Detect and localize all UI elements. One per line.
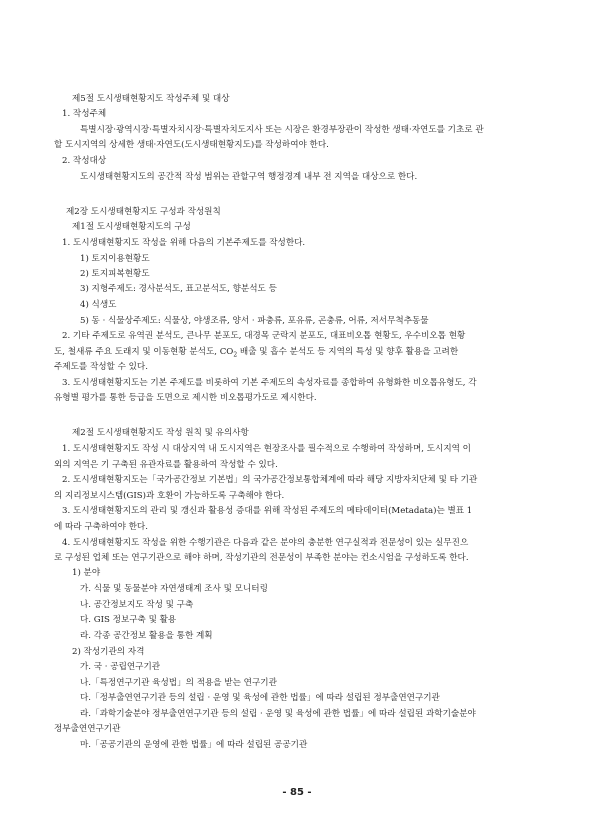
list-item: 라.「과학기술분야 정부출연연구기관 등의 설립 · 운영 및 육성에 관한 법률」에 따라 설립된 과학기술분야	[80, 709, 476, 719]
list-item: 라. 각종 공간정보 활용을 통한 계획	[80, 631, 213, 641]
paragraph-line: 2. 도시생태현황지도는「국가공간정보 기본법」의 국가공간정보통합체계에 따라 해당 지방자치단체 및 타 기관	[62, 475, 478, 485]
list-item: 나.「특정연구기관 육성법」의 적용을 받는 연구기관	[80, 678, 277, 688]
list-item: 다.「정부출연연구기관 등의 설립 · 운영 및 육성에 관한 법률」에 따라 설립된 정부출연연구기관	[80, 693, 440, 703]
section-title: 제2절 도시생태현황지도 작성 원칙 및 유의사항	[72, 428, 249, 438]
item-heading: 2. 작성대상	[62, 156, 107, 166]
list-item: 가. 국 · 공립연구기관	[80, 662, 161, 672]
paragraph-line: 3. 도시생태현황지도는 기본 주제도를 비롯하여 기본 주제도의 속성자료를 종합하여 유형화한 비오톱유형도, 각	[62, 378, 477, 388]
section-title: 제1절 도시생태현황지도의 구성	[72, 222, 191, 232]
sub-item: 2) 작성기관의 자격	[72, 647, 145, 657]
paragraph-line: 4. 도시생태현황지도 작성을 위한 수행기관은 다음과 같은 분야의 충분한 연구실적과 전문성이 있는 실무진으	[62, 538, 469, 548]
chapter-title: 제2장 도시생태현황지도 구성과 작성원칙	[66, 207, 221, 217]
page-number: - 85 -	[282, 787, 312, 798]
sub-item: 1) 토지이용현황도	[80, 254, 150, 264]
sub-item: 3) 지형주제도: 경사분석도, 표고분석도, 향분석도 등	[80, 284, 277, 294]
paragraph-line: 할 도시지역의 상세한 생태·자연도(도시생태현황지도)를 작성하여야 한다.	[54, 140, 329, 150]
item-heading: 1. 작성주체	[62, 109, 107, 119]
paragraph-line: 3. 도시생태현황지도의 관리 및 갱신과 활용성 증대를 위해 작성된 주제도의 메타데이터(Metadata)는 별표 1	[62, 506, 473, 516]
sub-item: 5) 동 · 식물상주제도: 식물상, 야생조류, 양서 · 파충류, 포유류, 곤충류, 어류, 저서무척추동물	[80, 316, 429, 326]
paragraph-line: 의 지리정보시스템(GIS)과 호환이 가능하도록 구축해야 한다.	[54, 491, 285, 501]
paragraph-line: 특별시장·광역시장·특별자치시장·특별자치도지사 또는 시장은 환경부장관이 작성한 생태·자연도를 기초로 관	[80, 125, 484, 135]
sub-item: 1) 분야	[72, 568, 101, 578]
paragraph-line: 외의 지역은 기 구축된 유관자료를 활용하여 작성할 수 있다.	[54, 460, 278, 470]
paragraph-line: 유형별 평가를 통한 등급을 도면으로 제시한 비오톱평가도로 제시한다.	[54, 393, 317, 403]
subscript-text: 2	[233, 351, 238, 359]
paragraph-line: 2. 기타 주제도로 유역권 분석도, 큰나무 분포도, 대경목 군락지 분포도, 대표비오톱 현황도, 우수비오톱 현황	[62, 331, 466, 341]
item-heading: 1. 도시생태현황지도 작성을 위해 다음의 기본주제도를 작성한다.	[62, 238, 306, 248]
paragraph-line: 도시생태현황지도의 공간적 작성 범위는 관할구역 행정경계 내부 전 지역을 대상으로 한다.	[80, 172, 418, 182]
paragraph-line: 1. 도시생태현황지도 작성 시 대상지역 내 도시지역은 현장조사를 필수적으로 수행하여 작성하며, 도시지역 이	[62, 444, 471, 454]
list-item: 나. 공간정보지도 작성 및 구축	[80, 600, 194, 610]
sub-item: 2) 토지피복현황도	[80, 269, 150, 279]
list-item-continuation: 정부출연연구기관	[54, 724, 121, 734]
list-item: 다. GIS 정보구축 및 활용	[80, 615, 177, 625]
paragraph-text: 도, 철새류 주요 도래지 및 이동현황 분석도, CO	[54, 347, 234, 357]
sub-item: 4) 식생도	[80, 300, 117, 310]
paragraph-line	[54, 347, 458, 361]
list-item: 가. 식물 및 동물분야 자연생태계 조사 및 모니터링	[80, 584, 268, 594]
paragraph-line: 에 따라 구축하여야 한다.	[54, 522, 148, 532]
section-title: 제5절 도시생태현황지도 작성주체 및 대상	[72, 94, 230, 104]
paragraph-line: 로 구성된 업체 또는 연구기관으로 해야 하며, 작성기관의 전문성이 부족한 분야는 컨소시엄을 구성하도록 한다.	[54, 553, 469, 563]
paragraph-text: 배출 및 흡수 분석도 등 지역의 특성 및 향후 활용을 고려한	[237, 347, 459, 357]
paragraph-line: 주제도를 작성할 수 있다.	[54, 362, 148, 372]
list-item: 마.「공공기관의 운영에 관한 법률」에 따라 설립된 공공기관	[80, 740, 308, 750]
